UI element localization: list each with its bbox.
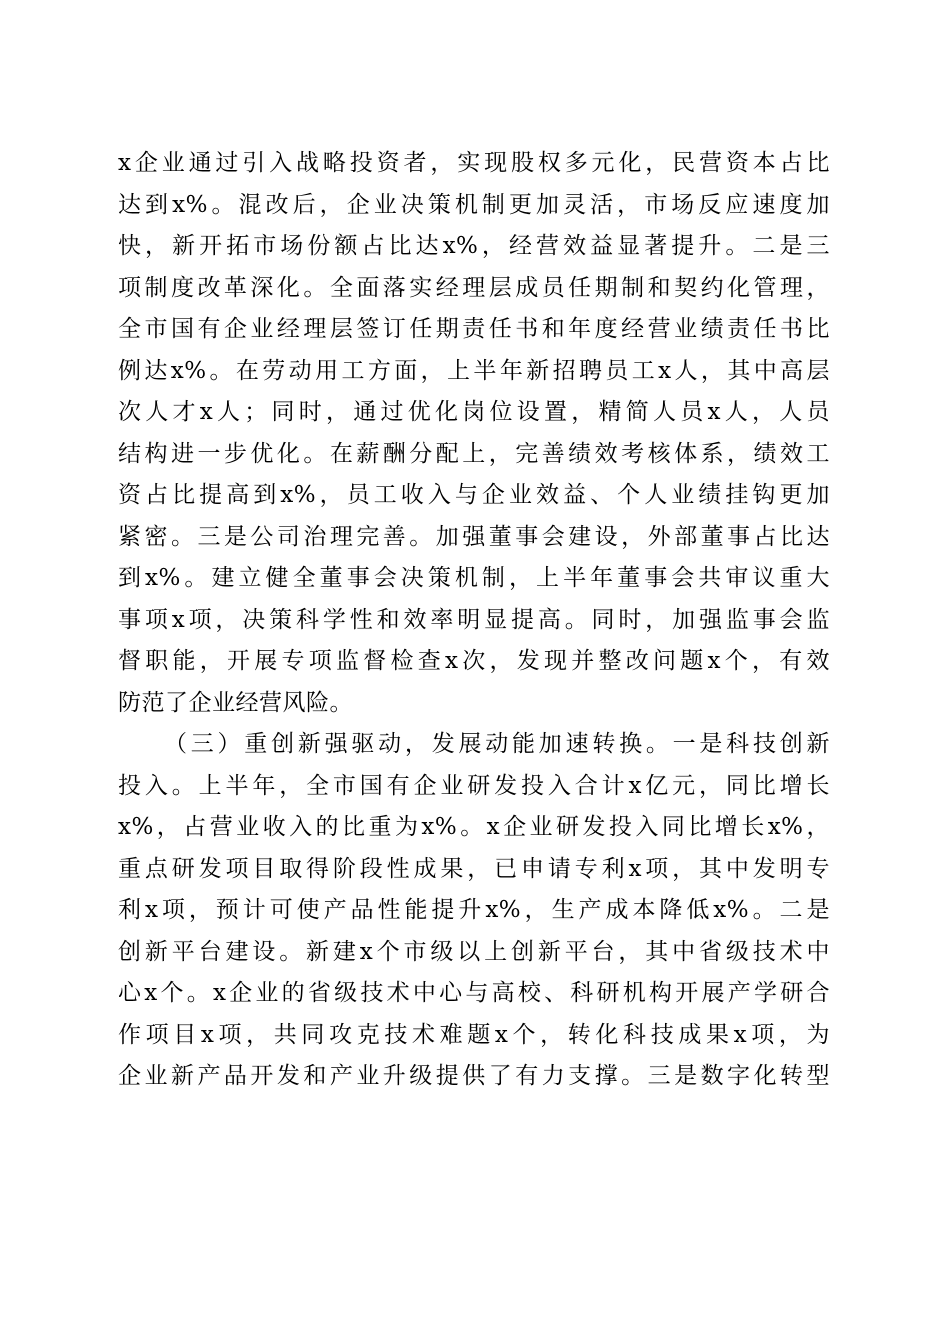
text-line: 利x项，预计可使产品性能提升x%，生产成本降低x%。二是 — [118, 897, 830, 923]
text-line: 企业新产品开发和产业升级提供了有力支撑。三是数字化转型 — [118, 1063, 830, 1089]
text-line: 投入。上半年，全市国有企业研发投入合计x亿元，同比增长 — [118, 772, 830, 799]
text-line: 创新平台建设。新建x个市级以上创新平台，其中省级技术中 — [118, 938, 830, 965]
text-line: 次人才x人；同时，通过优化岗位设置，精简人员x人，人员 — [118, 399, 830, 425]
text-line: x企业通过引入战略投资者，实现股权多元化，民营资本占比 — [118, 150, 830, 176]
text-line: 项制度改革深化。全面落实经理层成员任期制和契约化管理， — [118, 274, 830, 301]
text-line: 资占比提高到x%，员工收入与企业效益、个人业绩挂钩更加 — [118, 482, 830, 508]
text-line: 快，新开拓市场份额占比达x%，经营效益显著提升。二是三 — [118, 233, 830, 259]
text-line: 事项x项，决策科学性和效率明显提高。同时，加强监事会监 — [118, 606, 830, 633]
text-line: 达到x%。混改后，企业决策机制更加灵活，市场反应速度加 — [118, 191, 830, 218]
text-line: 结构进一步优化。在薪酬分配上，完善绩效考核体系，绩效工 — [118, 440, 830, 467]
text-line: 全市国有企业经理层签订任期责任书和年度经营业绩责任书比 — [118, 316, 830, 342]
text-line: 防范了企业经营风险。 — [118, 689, 353, 716]
body-text — [118, 143, 830, 1098]
text-line: 重点研发项目取得阶段性成果，已申请专利x项，其中发明专 — [118, 855, 830, 882]
text-line: 紧密。三是公司治理完善。加强董事会建设，外部董事占比达 — [118, 523, 830, 550]
text-line: 到x%。建立健全董事会决策机制，上半年董事会共审议重大 — [118, 565, 830, 591]
text-line: 作项目x项，共同攻克技术难题x个，转化科技成果x项，为 — [118, 1021, 830, 1048]
section-heading-line: （三）重创新强驱动，发展动能加速转换。一是科技创新 — [164, 731, 830, 757]
text-line: x%，占营业收入的比重为x%。x企业研发投入同比增长x%， — [118, 814, 830, 840]
text-line: 心x个。x企业的省级技术中心与高校、科研机构开展产学研合 — [118, 980, 830, 1006]
text-line: 督职能，开展专项监督检查x次，发现并整改问题x个，有效 — [118, 648, 830, 674]
text-line: 例达x%。在劳动用工方面，上半年新招聘员工x人，其中高层 — [118, 357, 830, 384]
